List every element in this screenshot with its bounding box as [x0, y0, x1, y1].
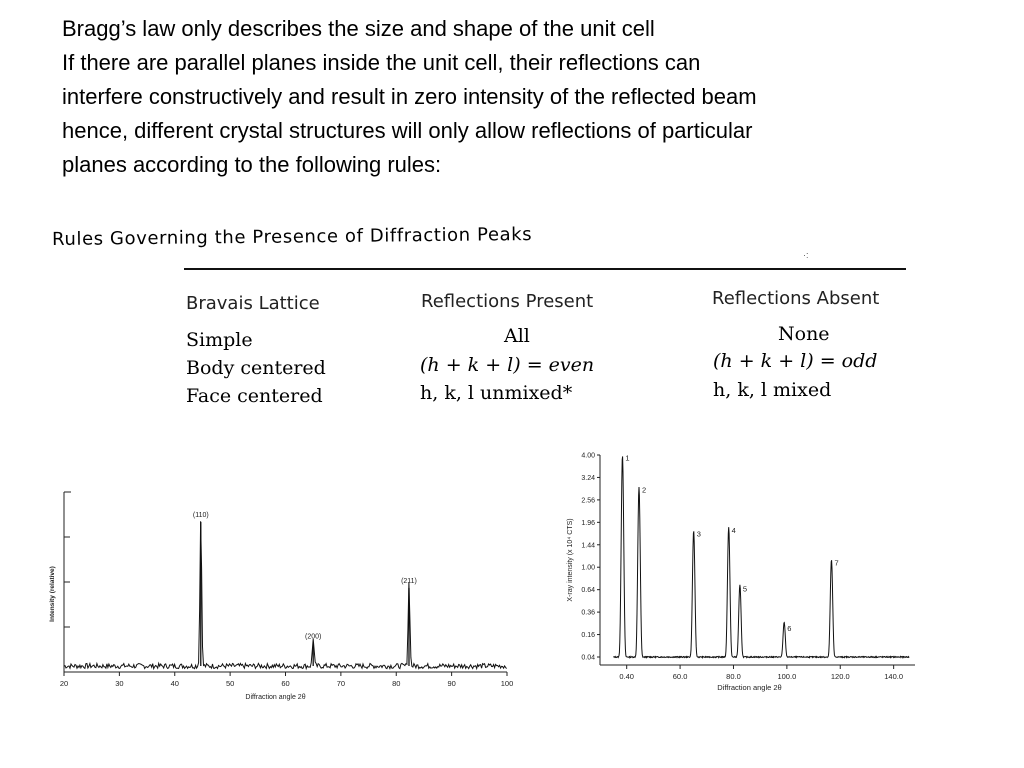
x-tick-label: 40 — [170, 679, 179, 688]
y-tick-label: 4.00 — [581, 452, 595, 460]
peak-label-5: 5 — [742, 584, 748, 594]
intro-line: If there are parallel planes inside the unit cell, their reflections can — [62, 50, 701, 75]
x-tick-label: 100 — [500, 679, 514, 688]
y-tick-label: 0.36 — [581, 609, 595, 617]
peak-label-4: 4 — [731, 525, 736, 535]
x-axis-label: Diffraction angle 2θ — [245, 694, 306, 701]
y-tick-label: 0.16 — [581, 632, 595, 640]
y-tick-label: 2.56 — [581, 497, 595, 505]
diffraction-trace — [64, 521, 507, 668]
header-reflections-absent: Reflections Absent — [712, 288, 880, 309]
cell-absent-body-centered: (h + k + l) = odd — [713, 350, 878, 372]
cell-absent-face-centered: h, k, l mixed — [713, 379, 832, 401]
table-rule — [184, 268, 906, 270]
intro-line: hence, different crystal structures will only allow reflections of particular — [62, 118, 753, 143]
x-tick-label: 0.40 — [619, 672, 634, 681]
x-tick-label: 20 — [59, 679, 69, 688]
x-tick-label: 80 — [392, 679, 401, 688]
cell-present-face-centered: h, k, l unmixed* — [420, 382, 573, 404]
header-bravais-lattice: Bravais Lattice — [186, 293, 320, 314]
peak-label-7: 7 — [834, 558, 839, 568]
x-tick-label: 120.0 — [830, 672, 850, 681]
intro-line: planes according to the following rules: — [62, 152, 442, 177]
x-tick-label: 30 — [115, 679, 124, 688]
scan-speck-icon: ·: — [803, 250, 809, 260]
intro-line: interfere constructively and result in zero intensity of the reflected beam — [62, 84, 757, 109]
y-tick-label: 3.24 — [581, 474, 595, 482]
peak-label: (200) — [305, 633, 322, 641]
y-tick-label: 1.96 — [581, 519, 595, 527]
y-tick-label: 0.64 — [581, 587, 595, 595]
xrd-pattern-left — [40, 460, 530, 710]
cell-present-simple: All — [504, 325, 530, 347]
peak-label-1: 1 — [625, 453, 630, 463]
cell-lattice-body-centered: Body centered — [186, 357, 326, 379]
peak-label-2: 2 — [641, 485, 647, 495]
intro-text — [62, 12, 1012, 182]
y-tick-label: 1.00 — [581, 564, 595, 572]
x-tick-label: 60 — [281, 679, 290, 688]
x-tick-label: 60.0 — [672, 672, 688, 681]
x-tick-label: 100.0 — [777, 672, 797, 681]
table-title: Rules Governing the Presence of Diffraction Peaks — [52, 223, 533, 250]
y-tick-label: 1.44 — [581, 542, 595, 550]
peak-label: (211) — [401, 578, 417, 585]
x-axis-label: Diffraction angle 2θ — [717, 683, 782, 692]
x-tick-label: 80.0 — [726, 672, 741, 681]
cell-absent-simple: None — [778, 323, 830, 345]
peak-label-3: 3 — [696, 529, 701, 539]
header-reflections-present: Reflections Present — [421, 291, 594, 312]
y-tick-label: 0.04 — [581, 654, 595, 662]
cell-present-body-centered: (h + k + l) = even — [420, 354, 595, 376]
xrd-pattern-right — [545, 440, 930, 710]
x-tick-label: 140.0 — [884, 672, 904, 681]
intro-line: Bragg’s law only describes the size and shape of the unit cell — [62, 16, 655, 41]
x-tick-label: 50 — [225, 679, 235, 688]
peak-label-6: 6 — [787, 623, 792, 633]
cell-lattice-simple: Simple — [186, 329, 253, 351]
x-tick-label: 90 — [447, 679, 456, 688]
cell-lattice-face-centered: Face centered — [186, 385, 323, 407]
diffraction-trace — [613, 456, 909, 657]
x-tick-label: 70 — [336, 679, 346, 688]
y-axis-label: X-ray intensity (x 10⁴ CTS) — [567, 518, 574, 602]
peak-label: (110) — [192, 512, 209, 519]
y-axis-label: Intensity (relative) — [49, 566, 56, 622]
